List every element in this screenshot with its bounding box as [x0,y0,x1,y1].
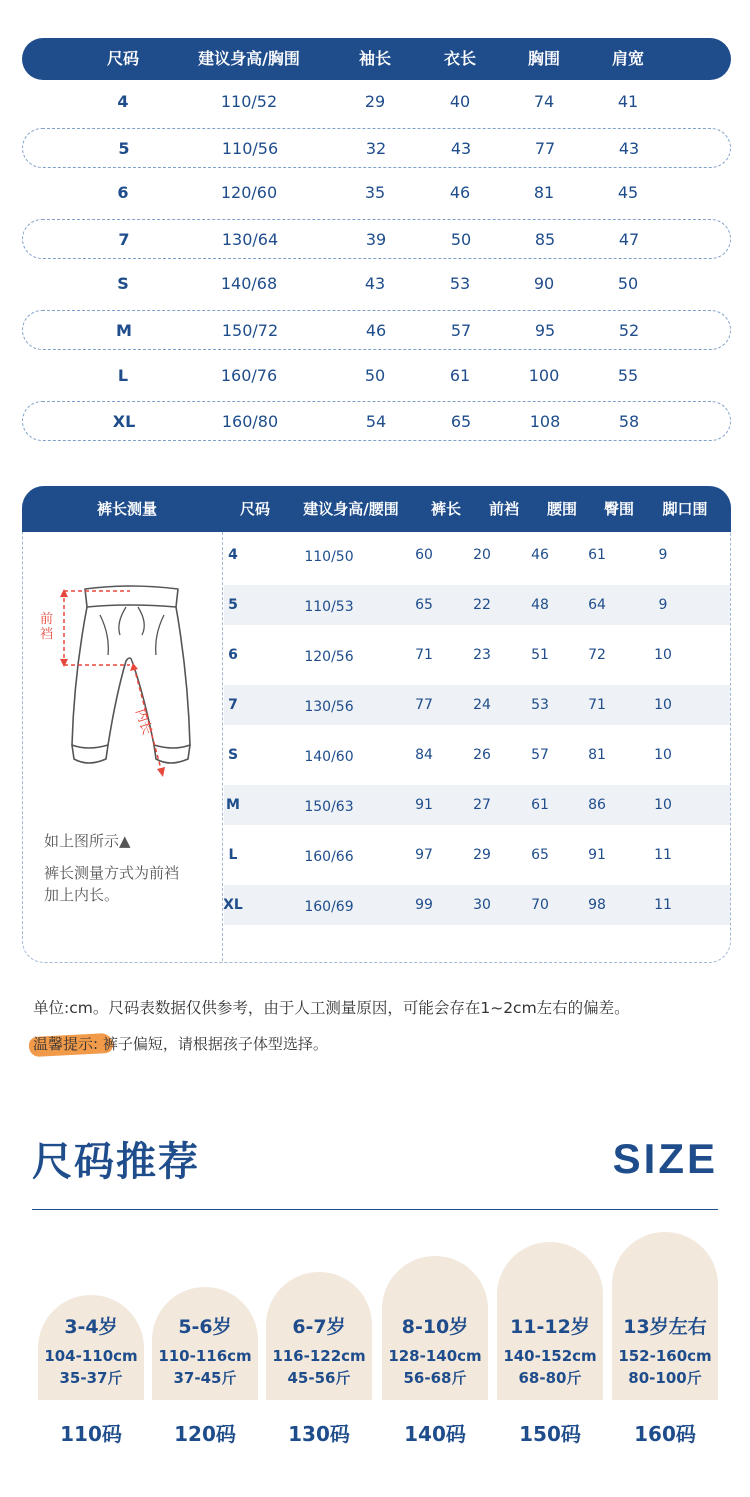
cell-shoulder: 52 [618,321,640,340]
card-size-code: 140码 [404,1422,466,1446]
header-measure: 裤长测量 [96,500,158,518]
cell-waist: 65 [531,847,549,863]
cell-size: 6 [117,183,129,203]
card-weight: 80-100斤 [628,1369,702,1387]
cell-size: S [117,274,129,294]
cell-hip: 91 [588,847,606,863]
cell-sleeve: 32 [365,138,387,158]
cell-size: 7 [228,697,238,713]
cell-chest: 108 [529,412,561,432]
card-weight: 45-56斤 [287,1369,351,1387]
recommend-title-en: SIZE [612,1135,718,1182]
cell-height-chest: 110/52 [220,92,278,111]
cell-height-chest: 160/76 [220,365,278,385]
unit-note: 单位:cm。尺码表数据仅供参考，由于人工测量原因，可能会存在1~2cm左右的偏差。 [33,999,630,1017]
cell-waist: 57 [531,747,549,763]
card-height: 104-110cm [44,1347,138,1365]
tip-text: 裤子偏短，请根据孩子体型选择。 [102,1035,328,1053]
header-length: 衣长 [443,49,477,68]
header-chest: 胸围 [527,49,561,68]
cell-chest: 85 [534,229,556,249]
table-row [22,173,731,213]
cell-waist: 46 [531,547,549,563]
tip-label: 温馨提示: [33,1035,99,1053]
card-size-code: 160码 [634,1422,696,1446]
cell-ankle: 10 [654,647,672,663]
cell-ankle: 11 [654,847,672,863]
cell-chest: 74 [533,92,555,111]
table-row [22,82,731,122]
pants-measurement-diagram [30,575,210,785]
cell-front-rise: 22 [473,597,491,613]
card-height: 110-116cm [158,1347,252,1365]
cell-ankle: 9 [658,547,668,563]
card-height: 152-160cm [618,1347,712,1365]
cell-length: 46 [449,183,471,203]
cell-ankle: 10 [654,797,672,813]
size-card [266,1272,372,1400]
card-height: 140-152cm [503,1347,597,1365]
cell-height-waist: 130/56 [304,699,354,715]
cell-shoulder: 41 [617,92,639,111]
size-card [38,1295,144,1400]
cell-height-waist: 160/69 [304,899,354,915]
cell-size: 6 [228,647,238,663]
cell-chest: 95 [534,321,556,340]
cell-size: XL [223,897,243,913]
table-row [224,785,730,825]
cell-height-waist: 160/66 [304,849,354,865]
tip-note [33,1033,328,1055]
cell-sleeve: 35 [364,183,386,203]
cell-chest: 81 [533,183,555,203]
cell-ankle: 9 [658,597,668,613]
cell-shoulder: 43 [618,138,640,158]
cell-height-chest: 130/64 [221,229,279,249]
cell-sleeve: 29 [364,92,386,111]
cell-height-waist: 120/56 [304,649,354,665]
cell-height-chest: 150/72 [221,321,279,340]
cell-length: 53 [449,274,471,294]
cell-chest: 90 [533,274,555,294]
card-weight: 68-80斤 [518,1369,582,1387]
cell-pant-length: 97 [415,847,433,863]
size-card [497,1242,603,1400]
card-size-code: 150码 [519,1422,581,1446]
header-size: 尺码 [239,500,271,518]
cell-size: L [117,365,129,385]
header-sleeve: 袖长 [358,49,392,68]
header-height-waist: 建议身高/腰围 [303,500,399,518]
cell-pant-length: 60 [415,547,433,563]
cell-sleeve: 54 [365,412,387,432]
cell-front-rise: 26 [473,747,491,763]
size-card [152,1287,258,1400]
cell-front-rise: 29 [473,847,491,863]
diagram-note-1: 如上图所示▲ [44,832,131,850]
cell-height-waist: 140/60 [304,749,354,765]
cell-hip: 72 [588,647,606,663]
cell-front-rise: 24 [473,697,491,713]
cell-height-chest: 110/56 [221,138,279,158]
cell-size: 5 [228,597,238,613]
cell-front-rise: 27 [473,797,491,813]
cell-waist: 61 [531,797,549,813]
table-row [224,685,730,725]
cell-shoulder: 58 [618,412,640,432]
cell-height-chest: 140/68 [220,274,278,294]
cell-size: XL [112,412,136,432]
recommend-divider [32,1209,718,1210]
cell-pant-length: 84 [415,747,433,763]
card-size-code: 130码 [288,1422,350,1446]
card-weight: 56-68斤 [403,1369,467,1387]
cell-height-waist: 110/50 [304,549,354,565]
table-row [224,885,730,925]
header-waist: 腰围 [546,500,578,518]
size-card [612,1232,718,1400]
cell-size: L [228,847,238,863]
card-age: 3-4岁 [64,1316,118,1338]
cell-sleeve: 43 [364,274,386,294]
front-rise-label: 前裆 [40,612,54,642]
table-row [224,835,730,875]
cell-hip: 81 [588,747,606,763]
header-front-rise: 前裆 [488,500,520,518]
recommend-title: 尺码推荐 [32,1139,200,1185]
header-shoulder: 肩宽 [611,49,645,68]
size-card [382,1256,488,1400]
cell-height-chest: 120/60 [220,183,278,203]
cell-pant-length: 91 [415,797,433,813]
table-row [22,128,731,168]
cell-hip: 61 [588,547,606,563]
cell-length: 61 [449,365,471,385]
card-size-code: 110码 [60,1422,122,1446]
cell-chest: 77 [534,138,556,158]
cell-size: 5 [118,138,130,158]
header-hip: 臀围 [603,500,635,518]
card-height: 116-122cm [272,1347,366,1365]
cell-waist: 70 [531,897,549,913]
cell-size: M [226,797,240,813]
cell-height-waist: 150/63 [304,799,354,815]
cell-hip: 71 [588,697,606,713]
table-row [22,310,731,350]
card-age: 11-12岁 [510,1316,590,1338]
inseam-label: 内长 [131,707,155,737]
cell-pant-length: 71 [415,647,433,663]
card-age: 8-10岁 [401,1316,469,1338]
table-row [22,401,731,441]
cell-sleeve: 46 [365,321,387,340]
cell-waist: 53 [531,697,549,713]
header-ankle: 脚口围 [662,500,708,518]
card-weight: 37-45斤 [173,1369,237,1387]
cell-waist: 48 [531,597,549,613]
cell-size: 4 [228,547,238,563]
cell-length: 57 [450,321,472,340]
table-row [22,264,731,304]
cell-hip: 86 [588,797,606,813]
cell-size: S [227,747,239,763]
cell-front-rise: 23 [473,647,491,663]
card-age: 6-7岁 [292,1316,346,1338]
cell-pant-length: 65 [415,597,433,613]
cell-length: 43 [450,138,472,158]
pants-chart-header [22,486,731,532]
cell-waist: 51 [531,647,549,663]
diagram-note-3: 加上内长。 [44,886,120,904]
table-row [224,635,730,675]
cell-size: M [116,321,132,340]
card-age: 13岁左右 [623,1316,707,1338]
cell-length: 65 [450,412,472,432]
cell-ankle: 10 [654,747,672,763]
header-height-chest: 建议身高/胸围 [198,49,300,68]
cell-pant-length: 99 [415,897,433,913]
cell-hip: 98 [588,897,606,913]
cell-size: 7 [118,229,130,249]
card-size-code: 120码 [174,1422,236,1446]
cell-ankle: 10 [654,697,672,713]
cell-front-rise: 30 [473,897,491,913]
table-row [22,356,731,396]
card-weight: 35-37斤 [59,1369,123,1387]
card-age: 5-6岁 [178,1316,232,1338]
cell-shoulder: 50 [617,274,639,294]
cell-shoulder: 55 [617,365,639,385]
cell-shoulder: 45 [617,183,639,203]
card-height: 128-140cm [388,1347,482,1365]
cell-height-waist: 110/53 [304,599,354,615]
cell-length: 50 [450,229,472,249]
table-row [22,219,731,259]
cell-front-rise: 20 [473,547,491,563]
header-size: 尺码 [106,49,140,68]
table-row [224,735,730,775]
cell-shoulder: 47 [618,229,640,249]
cell-ankle: 11 [654,897,672,913]
cell-length: 40 [449,92,471,111]
header-pant-length: 裤长 [430,500,462,518]
table-row [224,535,730,575]
cell-pant-length: 77 [415,697,433,713]
cell-sleeve: 50 [364,365,386,385]
cell-height-chest: 160/80 [221,412,279,432]
cell-size: 4 [117,92,129,111]
diagram-note-2: 裤长测量方式为前裆 [44,864,180,882]
cell-sleeve: 39 [365,229,387,249]
table-row [224,585,730,625]
top-chart-header [22,38,731,80]
cell-hip: 64 [588,597,606,613]
cell-chest: 100 [528,365,560,385]
